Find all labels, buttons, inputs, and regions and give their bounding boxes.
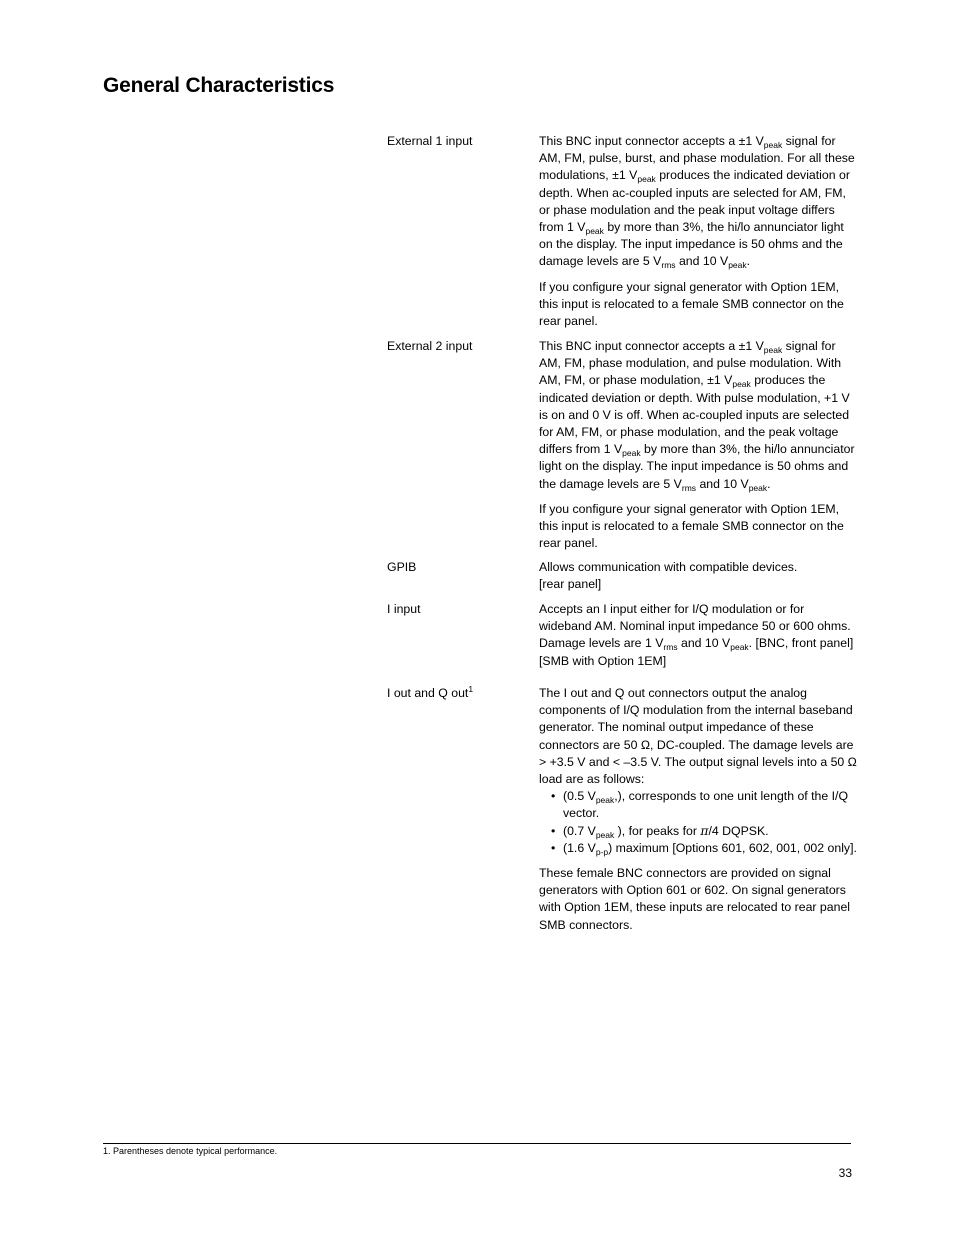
page-title: General Characteristics <box>103 74 335 97</box>
description-paragraph: If you configure your signal generator with Option 1EM, this input is relocated to a female SMB connector on the rear panel. <box>539 501 844 551</box>
description-line: [rear panel] <box>539 577 602 592</box>
description-line: [SMB with Option 1EM] <box>539 653 667 668</box>
list-item: • (0.5 $V_{peak}$,), corresponds to one unit length of the I/Q vector. <box>551 788 857 822</box>
description-paragraph: If you configure your signal generator with Option 1EM, this input is relocated to a female SMB connector on the rear panel. <box>539 279 844 329</box>
spec-label: External 1 input <box>387 134 473 148</box>
spec-description <box>539 601 857 670</box>
description-line: Allows communication with compatible devices. <box>539 560 798 574</box>
footnote: 1. Parentheses denote typical performance. <box>103 1146 278 1156</box>
list-item: • (1.6 $V_{p-p}$) maximum [Options 601, 602, 001, 002 only]. <box>551 840 857 857</box>
spec-description <box>539 133 857 330</box>
description-paragraph: This BNC input connector accepts a ±1 $V_{peak}$ signal for AM, FM, pulse, burst, and phase modulation. For all these modulations, ±1 $V_{peak}$ produces the indicated deviation or depth. When ac-coupled inputs are selected for AM, FM, or phase modulation and the peak input voltage differs from 1 $V_{peak}$ by more than 3%, the hi/lo annunciator light on the display. The input impedance is 50 ohms and the damage levels are 5 $V_{rms}$ and 10 $V_{peak}$. <box>539 134 855 271</box>
list-item: • (0.7 $V_{peak}$ ), for peaks for π/4 DQPSK. <box>551 823 857 840</box>
description-paragraph: The I out and Q out connectors output the analog components of I/Q modulation from the internal baseband generator. The nominal output impedance of these connectors are 50 Ω, DC-coupled. The damage levels are > +3.5 V and < –3.5 V. The output signal levels into a 50 Ω load are as follows: <box>539 686 857 787</box>
footnote-divider <box>103 1143 851 1144</box>
spec-label: I out and Q out$^1$ <box>387 684 474 700</box>
spec-description <box>539 559 857 593</box>
description-paragraph: These female BNC connectors are provided on signal generators with Option 601 or 602. On signal generators with Option 1EM, these inputs are relocated to rear panel SMB connectors. <box>539 866 851 932</box>
description-line: Accepts an I input either for I/Q modulation or for wideband AM. Nominal input impedance 50 or 600 ohms. Damage levels are 1 $V_{rms}$ and 10 $V_{peak}$. [BNC, front panel] <box>539 602 854 653</box>
spec-description <box>539 685 857 934</box>
spec-label: GPIB <box>387 560 417 574</box>
spec-description <box>539 338 857 552</box>
footnote-marker: 1 <box>468 684 474 694</box>
description-paragraph: This BNC input connector accepts a ±1 $V_{peak}$ signal for AM, FM, phase modulation, and pulse modulation. With AM, FM, or phase modulation, ±1 $V_{peak}$ produces the indicated deviation or depth. With pulse modulation, +1 V is on and 0 V is off. When ac-coupled inputs are selected for AM, FM, or phase modulation, and the peak voltage differs from 1 $V_{peak}$ by more than 3%, the hi/lo annunciator light on the display. The input impedance is 50 ohms and the damage levels are 5 $V_{rms}$ and 10 $V_{peak}$. <box>539 339 855 493</box>
output-level-list <box>539 788 857 857</box>
spec-label: I input <box>387 602 421 616</box>
spec-label: External 2 input <box>387 339 473 353</box>
page-number: 33 <box>838 1166 852 1180</box>
